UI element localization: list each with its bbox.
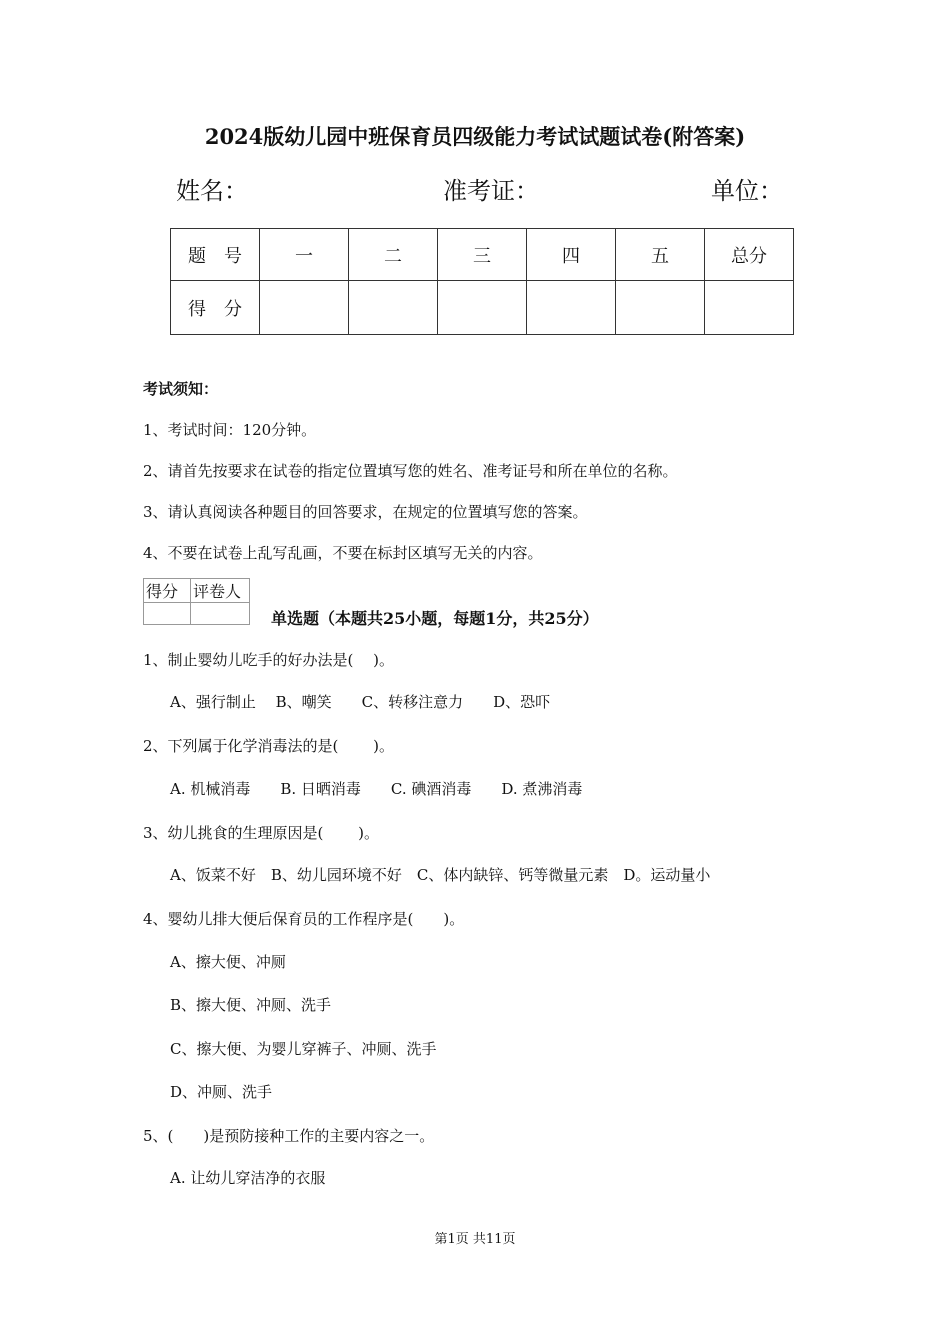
score-input-cell[interactable] bbox=[616, 281, 705, 335]
grader-box bbox=[143, 578, 250, 625]
score-header-cell: 五 bbox=[616, 229, 705, 281]
grader-score-cell[interactable] bbox=[144, 603, 191, 625]
notice-item: 1、考试时间：120分钟。 bbox=[143, 421, 317, 439]
question-option: A. 让幼儿穿洁净的衣服 bbox=[170, 1169, 326, 1187]
score-input-cell[interactable] bbox=[705, 281, 794, 335]
question-option: D、冲厕、洗手 bbox=[170, 1083, 273, 1101]
page-footer: 第1页 共11页 bbox=[434, 1232, 516, 1247]
grader-score-label: 得分 bbox=[144, 579, 191, 603]
score-input-cell[interactable] bbox=[438, 281, 527, 335]
question-text: 4、婴幼儿排大便后保育员的工作程序是( )。 bbox=[143, 910, 465, 928]
notice-item: 4、不要在试卷上乱写乱画，不要在标封区填写无关的内容。 bbox=[143, 544, 543, 562]
question-option: A. 机械消毒 B. 日晒消毒 C. 碘酒消毒 D. 煮沸消毒 bbox=[170, 780, 583, 798]
score-header-cell: 总分 bbox=[705, 229, 794, 281]
question-option: C、擦大便、为婴儿穿裤子、冲厕、洗手 bbox=[170, 1040, 437, 1058]
grader-name-label: 评卷人 bbox=[191, 579, 250, 603]
score-input-cell[interactable] bbox=[260, 281, 349, 335]
score-table bbox=[170, 228, 794, 335]
question-text: 5、( )是预防接种工作的主要内容之一。 bbox=[143, 1127, 435, 1145]
notice-item: 3、请认真阅读各种题目的回答要求，在规定的位置填写您的答案。 bbox=[143, 503, 588, 521]
question-text: 3、幼儿挑食的生理原因是( )。 bbox=[143, 824, 380, 842]
notice-item: 2、请首先按要求在试卷的指定位置填写您的姓名、准考证号和所在单位的名称。 bbox=[143, 462, 678, 480]
name-field-label: 姓名： bbox=[176, 177, 248, 205]
notice-heading: 考试须知： bbox=[143, 380, 219, 398]
score-header-label: 题 号 bbox=[171, 229, 260, 281]
score-table-header-row bbox=[171, 229, 794, 281]
exam-title: 2024版幼儿园中班保育员四级能力考试试题试卷(附答案) bbox=[204, 124, 746, 149]
score-header-cell: 三 bbox=[438, 229, 527, 281]
score-row-label: 得 分 bbox=[171, 281, 260, 335]
unit-field-label: 单位： bbox=[711, 177, 783, 205]
section-title: 单选题（本题共25小题，每题1分，共25分） bbox=[271, 609, 599, 628]
score-header-cell: 四 bbox=[527, 229, 616, 281]
question-text: 1、制止婴幼儿吃手的好办法是( )。 bbox=[143, 651, 395, 669]
question-option: A、饭菜不好 B、幼儿园环境不好 C、体内缺锌、钙等微量元素 D。运动量小 bbox=[170, 866, 711, 884]
question-option: B、擦大便、冲厕、洗手 bbox=[170, 996, 332, 1014]
grader-name-cell[interactable] bbox=[191, 603, 250, 625]
score-header-cell: 二 bbox=[349, 229, 438, 281]
score-table-score-row bbox=[171, 281, 794, 335]
score-input-cell[interactable] bbox=[527, 281, 616, 335]
exam-id-field-label: 准考证： bbox=[443, 177, 539, 205]
question-option: A、强行制止 B、嘲笑 C、转移注意力 D、恐吓 bbox=[170, 693, 551, 711]
question-text: 2、下列属于化学消毒法的是( )。 bbox=[143, 737, 395, 755]
question-option: A、擦大便、冲厕 bbox=[170, 953, 286, 971]
score-header-cell: 一 bbox=[260, 229, 349, 281]
score-input-cell[interactable] bbox=[349, 281, 438, 335]
